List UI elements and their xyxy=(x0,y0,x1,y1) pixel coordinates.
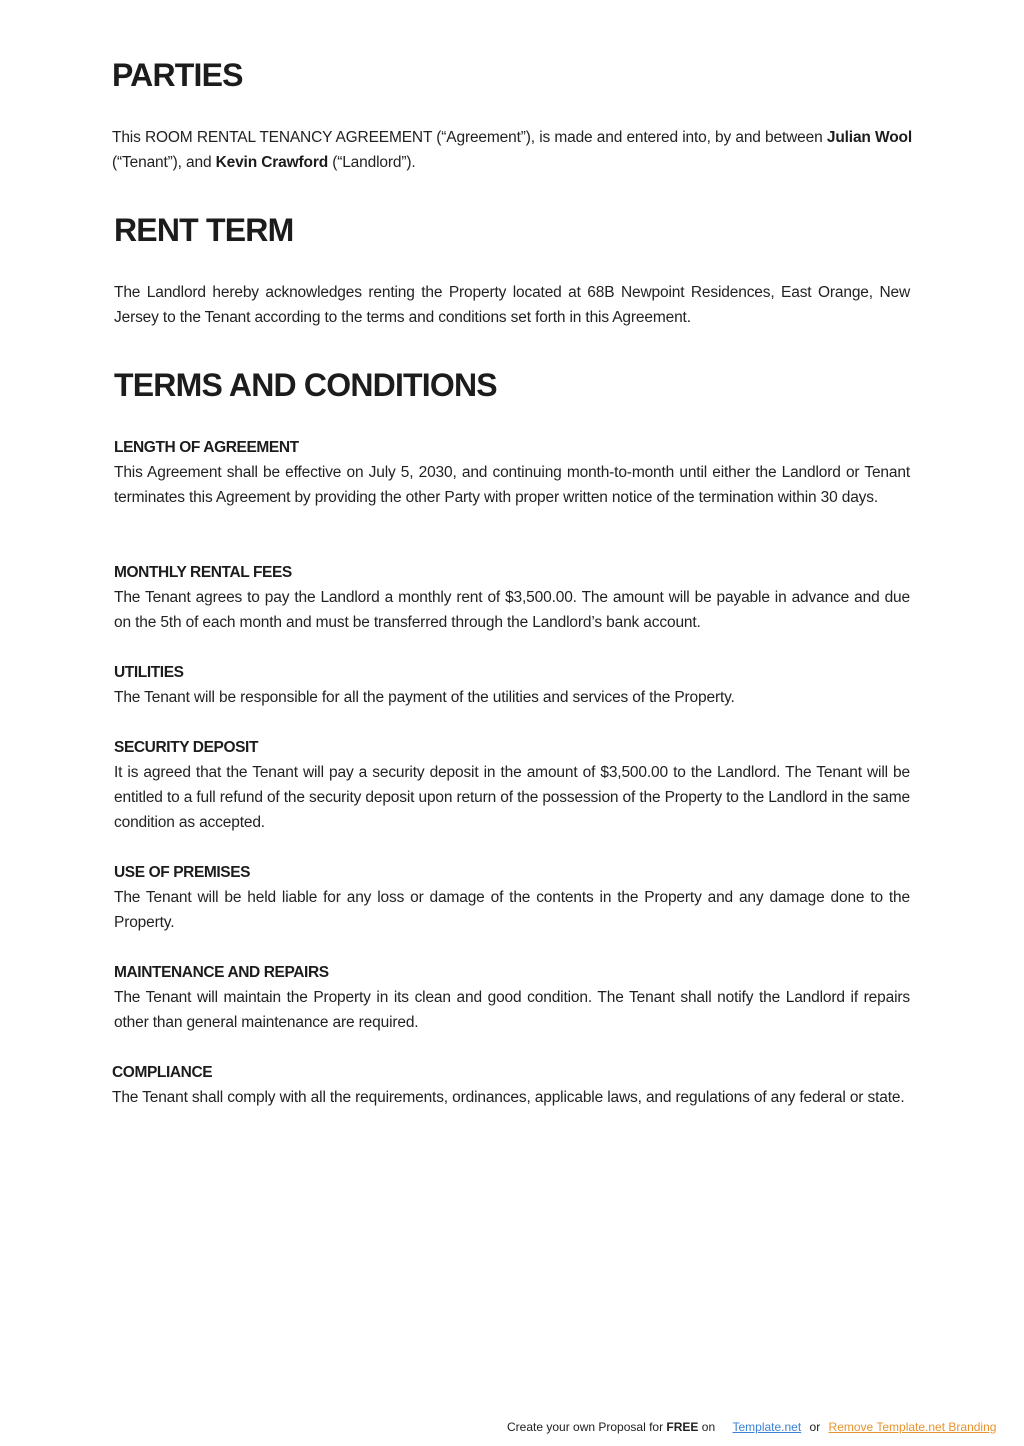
tenant-name: Julian Wool xyxy=(826,129,912,146)
heading-terms-and-conditions: TERMS AND CONDITIONS xyxy=(114,367,497,403)
footer-free: FREE xyxy=(666,1420,699,1434)
template-net-link[interactable]: Template.net xyxy=(732,1420,802,1434)
heading-rent-term: RENT TERM xyxy=(114,212,294,248)
section-text: It is agreed that the Tenant will pay a security deposit in the amount of $3,500.00 to the Landlord. The Tenant will be entitled to a full refund of the security deposit upon return of the possession of the Property to the Landlord in the same condition as accepted. xyxy=(114,764,910,831)
section-title: USE OF PREMISES xyxy=(114,864,251,881)
section-title: UTILITIES xyxy=(114,664,184,681)
section-title: LENGTH OF AGREEMENT xyxy=(114,439,299,456)
branding-footer xyxy=(507,1418,996,1436)
parties-text-3: (“Landlord”). xyxy=(328,154,416,171)
section-title: SECURITY DEPOSIT xyxy=(114,739,259,756)
section-text: The Tenant will be held liable for any loss or damage of the contents in the Property and any damage done to the Property. xyxy=(114,889,910,931)
footer-or: or xyxy=(809,1420,821,1434)
section-text: The Tenant will maintain the Property in its clean and good condition. The Tenant shall notify the Landlord if repairs other than general maintenance are required. xyxy=(114,989,910,1031)
remove-branding-link[interactable]: Remove Template.net Branding xyxy=(828,1420,997,1434)
section-title: COMPLIANCE xyxy=(112,1064,213,1081)
footer-on: on xyxy=(698,1420,716,1434)
footer-prefix: Create your own Proposal for xyxy=(507,1420,667,1434)
parties-text-2: (“Tenant”), and xyxy=(112,154,216,171)
rent-term-paragraph: The Landlord hereby acknowledges renting the Property located at 68B Newpoint Residences, East Orange, New Jersey to the Tenant according to the terms and conditions set forth in this Agreement. xyxy=(114,284,910,326)
section-text: The Tenant will be responsible for all the payment of the utilities and services of the Property. xyxy=(114,689,735,706)
section-text: The Tenant agrees to pay the Landlord a monthly rent of $3,500.00. The amount will be payable in advance and due on the 5th of each month and must be transferred through the Landlord’s bank account. xyxy=(114,589,910,631)
heading-parties: PARTIES xyxy=(112,57,243,93)
section-title: MAINTENANCE AND REPAIRS xyxy=(114,964,329,981)
section-text: The Tenant shall comply with all the requirements, ordinances, applicable laws, and regulations of any federal or state. xyxy=(112,1089,905,1106)
section-title: MONTHLY RENTAL FEES xyxy=(114,564,292,581)
landlord-name: Kevin Crawford xyxy=(215,154,329,171)
parties-paragraph xyxy=(112,125,912,175)
parties-text-1: This ROOM RENTAL TENANCY AGREEMENT (“Agreement”), is made and entered into, by and between xyxy=(112,129,827,146)
section-text: This Agreement shall be effective on July 5, 2030, and continuing month-to-month until either the Landlord or Tenant terminates this Agreement by providing the other Party with proper written notice of the termination within 30 days. xyxy=(114,464,910,506)
